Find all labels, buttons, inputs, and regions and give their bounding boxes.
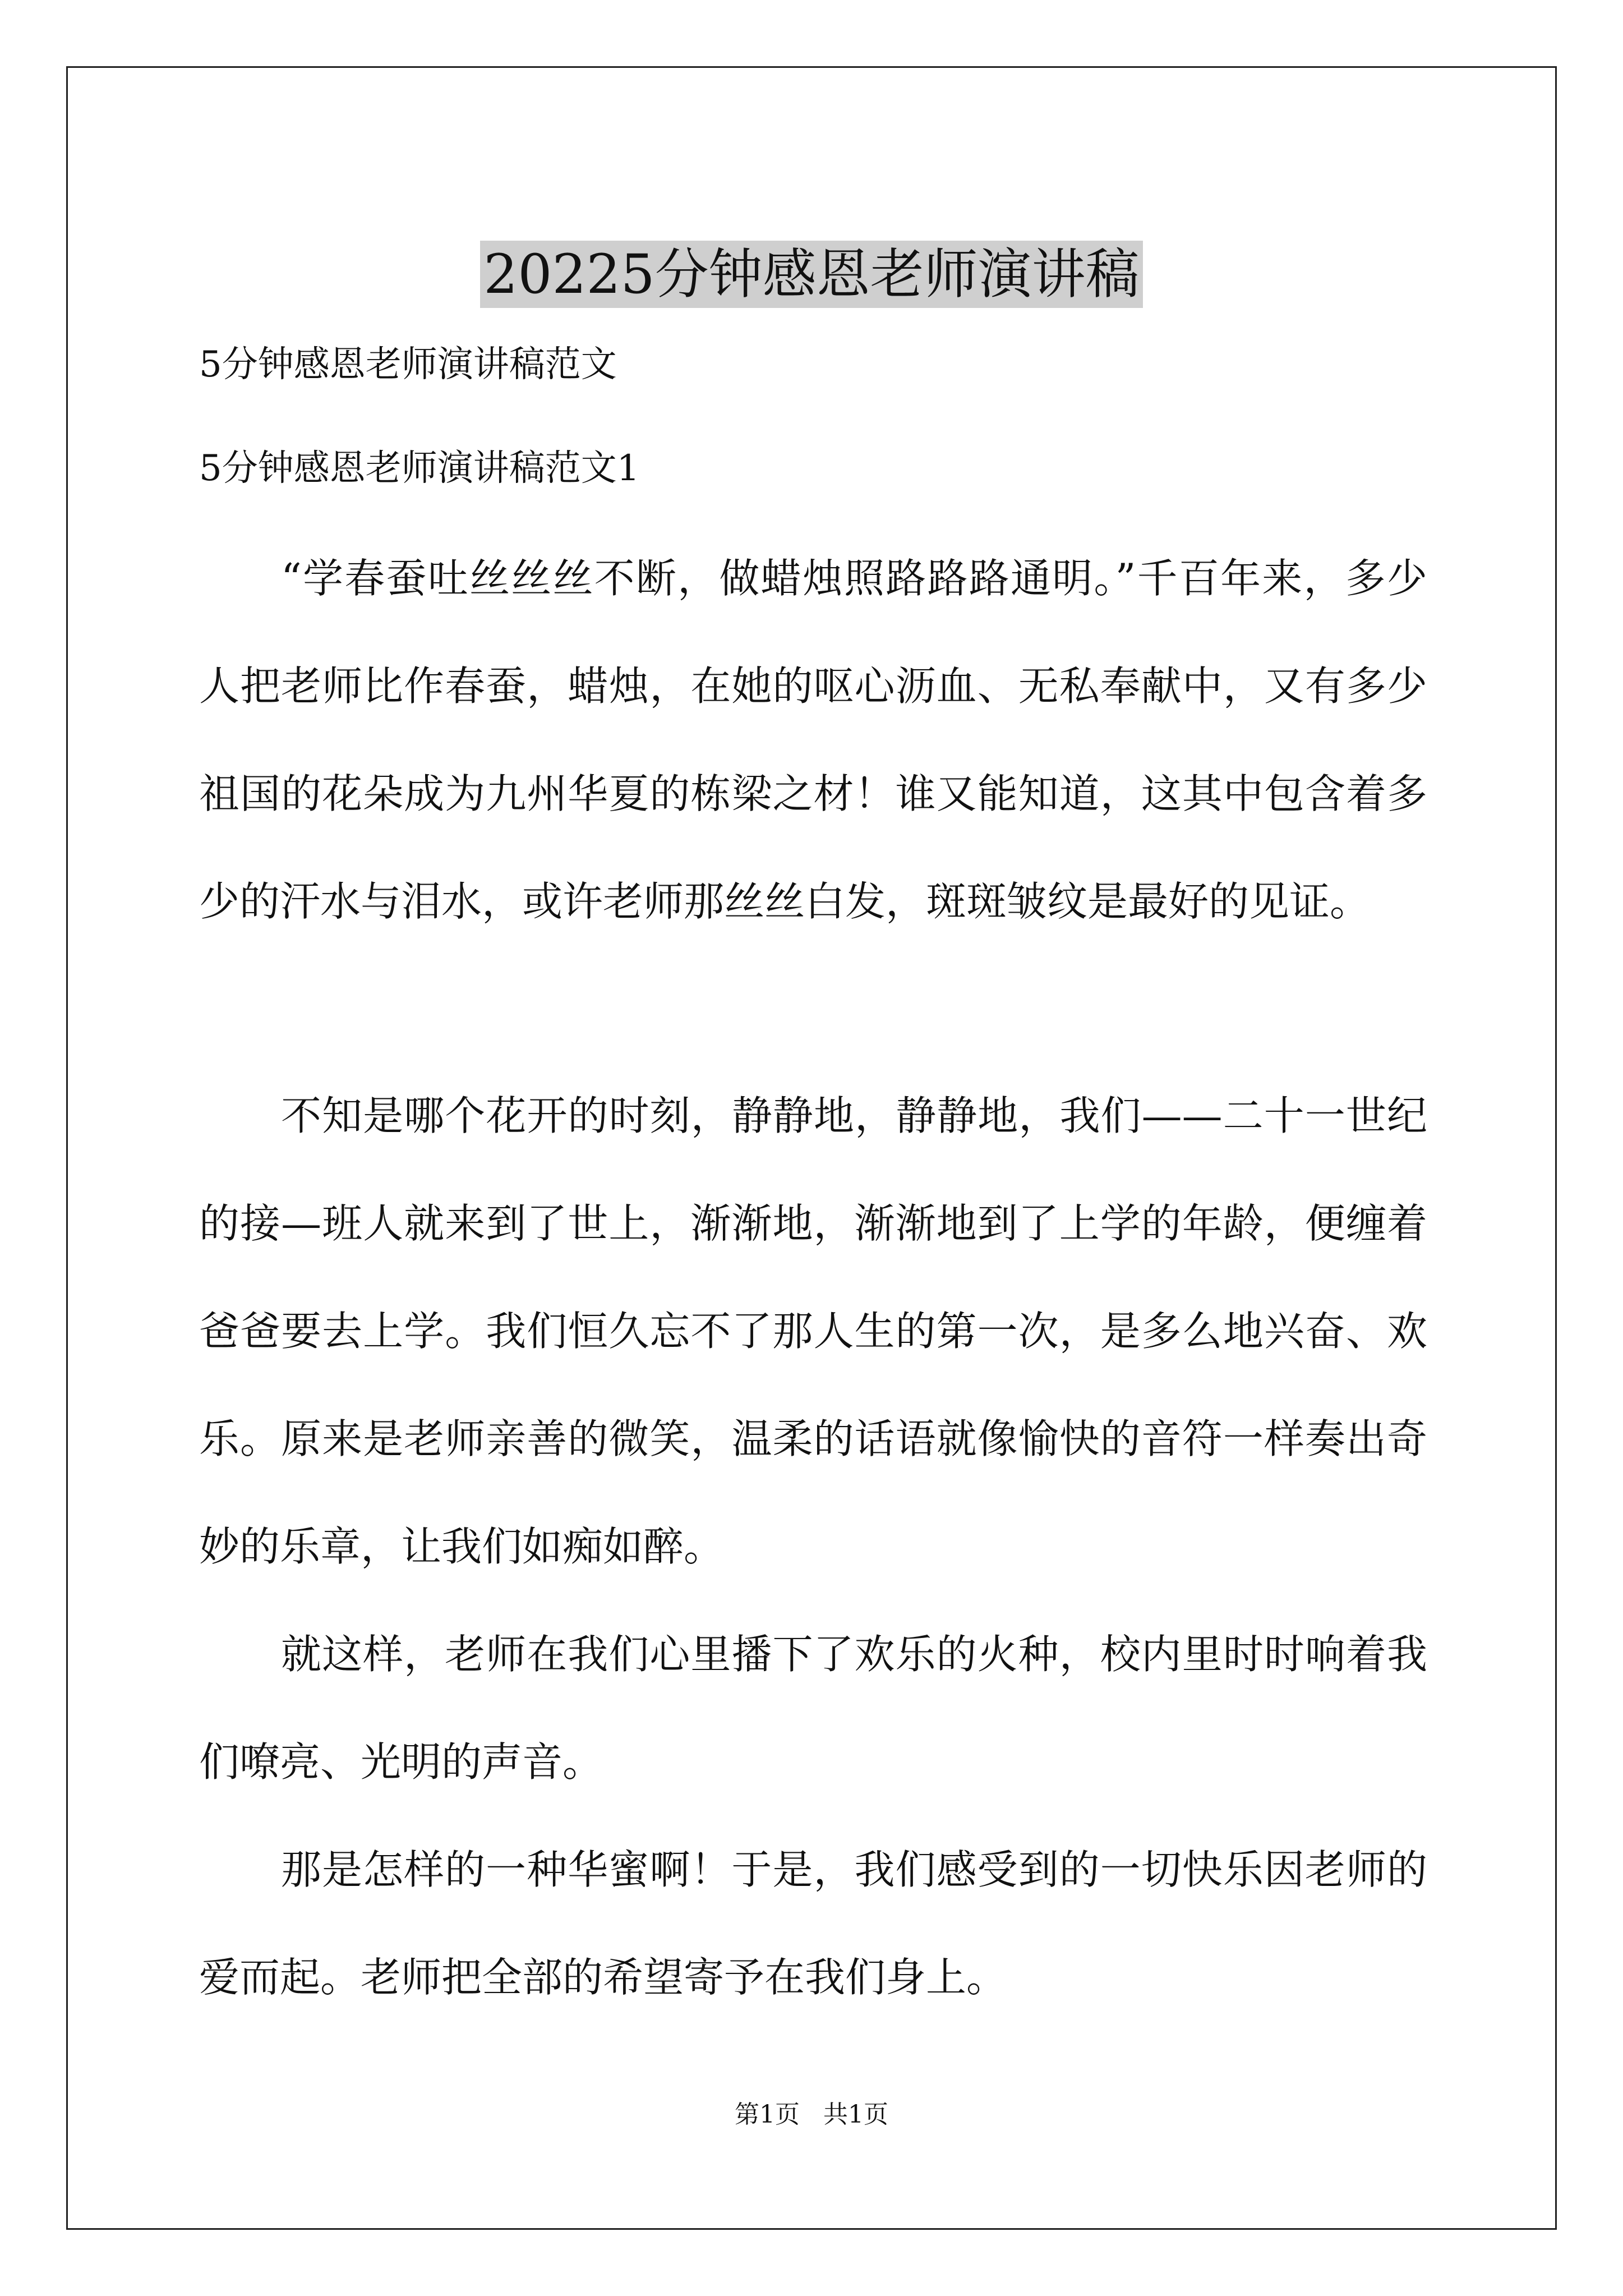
page-footer: 第1页 共1页 — [735, 2100, 888, 2129]
section-heading: 5分钟感恩老师演讲稿范文 — [199, 344, 617, 385]
document-body — [199, 337, 1427, 2031]
body-paragraph: “学春蚕吐丝丝丝不断，做蜡烛照路路路通明。”千百年来，多少人把老师比作春蚕，蜡烛，在她的呕心沥血、无私奉献中，又有多少祖国的花朵成为九州华夏的栋梁之材！谁又能知道，这其中包含着多少的汗水与泪水，或许老师那丝丝白发，斑斑皱纹是最好的见证。 — [199, 555, 1427, 925]
body-paragraph: 不知是哪个花开的时刻，静静地，静静地，我们——二十一世纪的接—班人就来到了世上，渐渐地，渐渐地到了上学的年龄，便缠着爸爸要去上学。我们恒久忘不了那人生的第一次，是多么地兴奋、欢乐。原来是老师亲善的微笑，温柔的话语就像愉快的音符一样奏出奇妙的乐章，让我们如痴如醉。 — [199, 1092, 1427, 1570]
subsection-heading: 5分钟感恩老师演讲稿范文1 — [199, 448, 640, 489]
body-paragraph: 那是怎样的一种华蜜啊！于是，我们感受到的一切快乐因老师的爱而起。老师把全部的希望寄予在我们身上。 — [199, 1846, 1427, 2001]
document-title-text: 20225分钟感恩老师演讲稿 — [480, 241, 1142, 308]
document-title — [0, 235, 1623, 314]
body-paragraph: 就这样，老师在我们心里播下了欢乐的火种，校内里时时响着我们嘹亮、光明的声音。 — [199, 1631, 1427, 1786]
paragraph-spacer — [199, 955, 1427, 1062]
